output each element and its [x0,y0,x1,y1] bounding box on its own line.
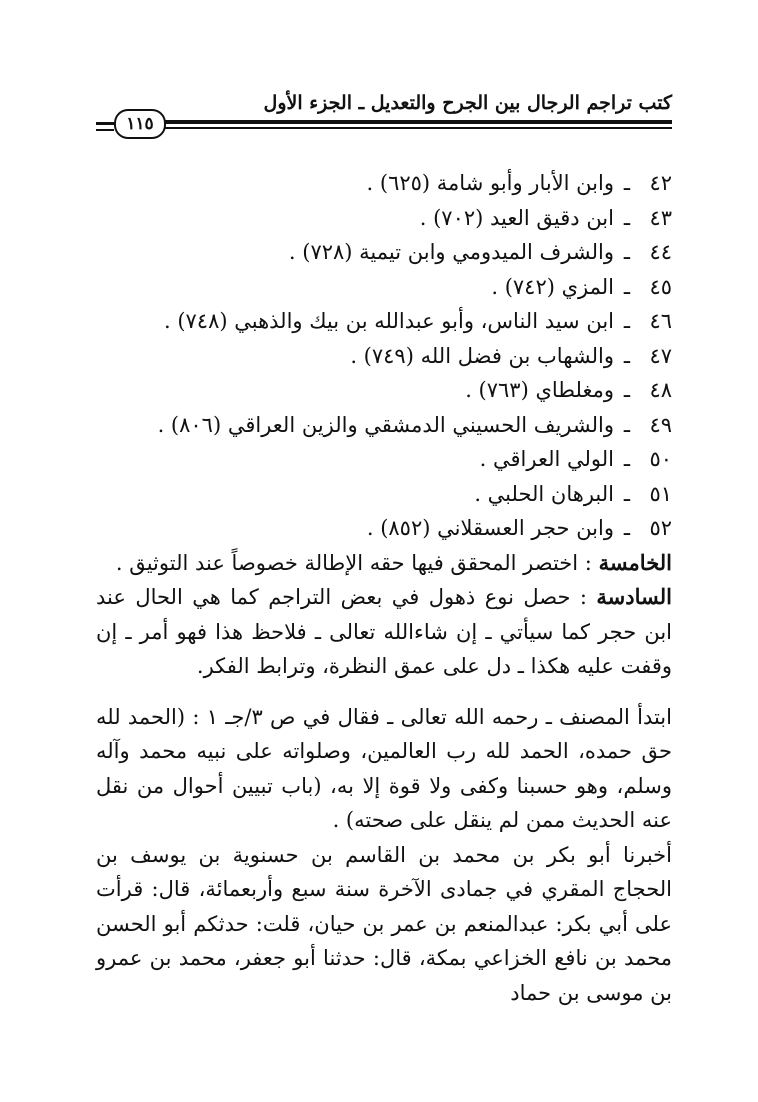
list-item: ٤٢ـوابن الأبار وأبو شامة (٦٢٥) . [96,166,672,201]
item-text: ومغلطاي (٧٦٣) . [465,378,614,402]
page-body [96,166,672,1010]
item-number: ٥٢ [649,516,672,540]
note-label: الخامسة [598,549,672,575]
paragraph-introduction: ابتدأ المصنف ـ رحمه الله تعالى ـ فقال في ص ٣/جـ ١ : (الحمد لله حق حمده، الحمد لله رب العالمين، وصلواته على نبيه محمد وآله وسلم، وهو حسبنا وكفى ولا قوة إلا به، (باب تبيين أحوال من نقل عنه الحديث ممن لم ينقل على صحته) . [96,704,672,832]
header-rule-thick [162,120,672,124]
list-item: ٤٩ـوالشريف الحسيني الدمشقي والزين العراقي (٨٠٦) . [96,408,672,443]
item-number: ٤٨ [649,378,672,402]
header-rule-thin [162,127,672,129]
item-number: ٤٧ [649,343,672,368]
scholars-list [96,166,672,546]
list-item: ٤٣ـابن دقيق العيد (٧٠٢) . [96,201,672,236]
note-sixth [96,580,672,684]
header-rule-tick [96,129,114,131]
item-number: ٤٤ [649,240,672,264]
list-item: ٤٨ـومغلطاي (٧٦٣) . [96,373,672,408]
item-text: والشريف الحسيني الدمشقي والزين العراقي (٨٠٦) . [157,412,614,437]
page-header [96,92,672,138]
item-text: وابن الأبار وأبو شامة (٦٢٥) . [366,171,614,195]
list-item: ٥٢ـوابن حجر العسقلاني (٨٥٢) . [96,511,672,546]
item-text: وابن حجر العسقلاني (٨٥٢) . [366,516,614,540]
item-number: ٤٦ [649,309,672,333]
item-text: والشرف الميدومي وابن تيمية (٧٢٨) . [288,240,614,264]
item-number: ٤٩ [649,412,672,437]
header-rule-tick [96,122,114,125]
item-number: ٤٢ [649,171,672,195]
list-item: ٥١ـالبرهان الحلبي . [96,477,672,512]
note-text: : اختصر المحقق فيها حقه الإطالة خصوصاً عند التوثيق . [115,550,592,575]
list-item: ٤٦ـابن سيد الناس، وأبو عبدالله بن بيك والذهبي (٧٤٨) . [96,304,672,339]
item-number: ٥١ [649,481,672,506]
note-text: : حصل نوع ذهول في بعض التراجم كما هي الحال عند ابن حجر كما سيأتي ـ إن شاءالله تعالى ـ فلاحظ هذا فهو أمر ـ إن وقفت عليه هكذا ـ دل على عمق النظرة، وترابط الفكر. [96,585,672,678]
note-label: السادسة [596,584,672,609]
item-text: المزي (٧٤٢) . [491,274,614,299]
item-text: ابن سيد الناس، وأبو عبدالله بن بيك والذهبي (٧٤٨) . [163,309,614,333]
item-text: والشهاب بن فضل الله (٧٤٩) . [350,343,614,368]
item-text: البرهان الحلبي . [474,481,614,506]
note-fifth [96,546,672,581]
item-number: ٥٠ [649,447,672,471]
running-title: كتب تراجم الرجال بين الجرح والتعديل ـ الجزء الأول [263,92,672,114]
page-number: ١١٥ [114,109,166,139]
list-item: ٥٠ـالولي العراقي . [96,442,672,477]
item-number: ٤٣ [649,205,672,230]
list-item: ٤٤ـوالشرف الميدومي وابن تيمية (٧٢٨) . [96,235,672,270]
list-item: ٤٥ـالمزي (٧٤٢) . [96,270,672,305]
item-text: ابن دقيق العيد (٧٠٢) . [419,205,614,230]
item-number: ٤٥ [649,274,672,299]
list-item: ٤٧ـوالشهاب بن فضل الله (٧٤٩) . [96,339,672,374]
paragraph-isnad: أخبرنا أبو بكر بن محمد بن القاسم بن حسنوية بن يوسف بن الحجاج المقري في جمادى الآخرة سنة سبع وأربعمائة، قال: قرأت على أبي بكر: عبدالمنعم بن عمر بن حيان، قلت: حدثكم أبو الحسن محمد بن نافع الخزاعي بمكة، قال: حدثنا أبو جعفر، محمد بن عمرو بن موسى بن حماد [96,842,672,1005]
item-text: الولي العراقي . [479,447,614,471]
